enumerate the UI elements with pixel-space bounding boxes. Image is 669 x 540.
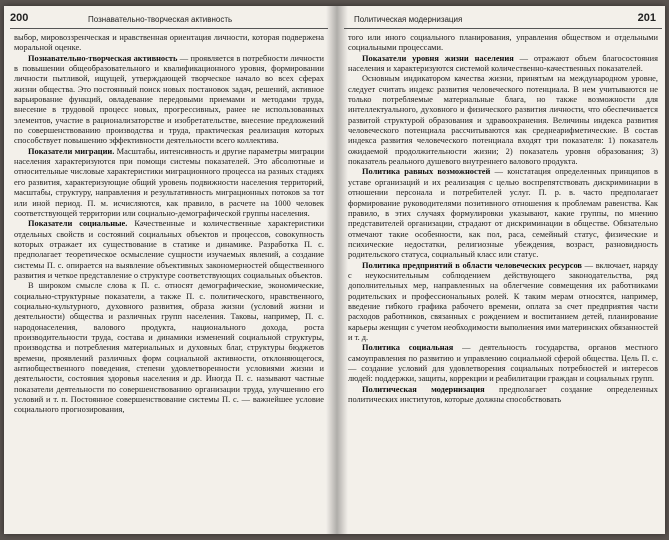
left-page — [10, 6, 328, 534]
left-page-body — [10, 29, 328, 416]
right-page — [344, 6, 662, 534]
right-page-body — [344, 29, 662, 405]
entry-term: Политика социальная — [362, 343, 454, 353]
paragraph-text: — деятельность государства, органов местного самоуправления по развитию и управлению социальной сферой общества. Цель П. с. — создание условий для удовлетворения социальных потребностей и интересов людей: поддержки, защиты, коррекции и реабилитации граждан и социальных групп. — [348, 343, 658, 384]
paragraph — [14, 281, 324, 415]
paragraph-text: — проявляется в потребности личности в повышении общеобразовательного и квалификационного уровня, формировании личности пытливой, ищущей, утверждающей творческое начало во всех сферах жизни общества. Это постоянный поиск новых постановок задач, решений, активное варьирование функций, овладевание передовыми приемами и методами труда, внесение в трудовой процесс новых, прогрессивных, ранее не использованных элементов, участие в рационализаторстве и изобретательстве, внесение предложений по совершенствованию производства и труда, практическая реализация которых способствует повышению эффективности деятельности всего коллектива. — [14, 53, 324, 146]
paragraph — [14, 33, 324, 54]
entry-term: Познавательно-творческая активность — [28, 53, 178, 63]
paragraph-text: Масштабы, интенсивность и другие параметры миграции населения характеризуются при помощи системы показателей. Это абсолютные и относительные числовые характеристики миграционного процесса на разных стадиях его развития, характеризующие общий уровень подвижности населения территорий, масштабы, структуру, направления и результативность миграционных потоков за тот или иной период. П. м. исчисляются, как правило, в расчете на 1000 человек соответствующей территории или социально-демографической группы населения. — [14, 146, 325, 218]
paragraph-text: Качественные и количественные характеристики отдельных свойств и состояний социальных объектов и процессов, совокупность которых отражает их существование в статике и динамике. Разработка П. с. предполагает теоретическое осмысление сущности изучаемых явлений, а создание системы П. с. опирается на выявление объективных закономерностей общественного развития и четкое представление о структуре соответствующих социальных объектов. — [14, 219, 324, 280]
paragraph-text: — отражают объем благосостояния населения и характеризуются системой количественно-качественных показателей. — [348, 53, 659, 74]
book-spread — [4, 6, 665, 534]
paragraph-text: — констатация определенных принципов в уставе организаций и их реализация с целью воспрепятствовать дискриминации в отношении персонала и потребителей услуг. П. р. в. часто предполагает формирование руководителями позитивного отношения к проблемам равенства. Как правило, в этих случаях формулировки указывают, какие группы, по мнению представителей организации, страдают от дискриминации в обществе. Обязательно отмечают такие особенности, как пол, раса, семейный статус, физические и психические недостатки, религиозные убеждения, возраст, разновидность родительского статуса, социальный класс или статус. — [348, 167, 658, 260]
entry-term: Показатели социальные. — [28, 219, 128, 229]
entry-term: Показатели миграции. — [28, 146, 115, 156]
entry-term: Политическая модернизация — [362, 384, 485, 394]
entry-term: Политика равных возможностей — [362, 167, 491, 177]
paragraph — [348, 33, 658, 54]
paragraph — [14, 147, 324, 219]
right-running-head: Политическая модернизация — [354, 15, 463, 24]
paragraph — [348, 261, 658, 344]
entry-term: Показатели уровня жизни населения — [362, 53, 514, 63]
right-page-header — [344, 6, 662, 29]
paragraph — [348, 54, 658, 75]
paragraph — [348, 385, 658, 406]
entry-term: Политика предприятий в области человеческих ресурсов — [362, 260, 582, 270]
left-page-header — [10, 6, 328, 29]
paragraph — [348, 167, 658, 260]
paragraph — [348, 343, 658, 384]
paragraph — [14, 54, 324, 147]
right-page-number: 201 — [637, 12, 656, 24]
left-page-number: 200 — [10, 12, 29, 24]
paragraph-text: — включает, наряду с неукоснительным соблюдением действующего законодательства, ряд дополнительных мер, направленных на облегчение совмещения их работниками родительских и профессиональных ролей. К таким мерам относятся, например, введение гибкого графика рабочего времени, оплата за счет предприятия части расходов работников, связанных с рождением и воспитанием детей, планирование карьеры женщин с учетом необходимости выполнения ими материнских обязанностей и т. д. — [348, 260, 658, 342]
paragraph-text: предполагает создание определенных политических институтов, которые должны способствовать — [348, 384, 658, 405]
paragraph-text: того или иного социального планирования, управления обществом и отдельными социальными процессами. — [348, 33, 658, 53]
paragraph-text: выбор, мировоззренческая и нравственная ориентация личности, которая подвержена моральной оценке. — [14, 33, 324, 53]
paragraph-text: Основным индикатором качества жизни, принятым на международном уровне, следует считать индекс развития человеческого потенциала. В нем учитываются не только потребляемые материальные блага, но также возможности для интеллектуального, духовного и физического развития личности, что обеспечивается развитой структурой образования и здравоохранения. Величины индекса развития человеческого потенциала рассчитываются как среднеарифметические. В состав индекса развития человеческого потенциала входят три показателя: 1) показатель ожидаемой продолжительности жизни; 2) показатель уровня образования; 3) показатель реального душевого внутреннего валового продукта. — [348, 74, 658, 167]
paragraph — [348, 74, 658, 167]
paragraph-text: В широком смысле слова к П. с. относят демографические, экономические, социально-структурные показатели, а также П. с. политического, нравственного, социально-культурного, духовного развития, образа жизни (условий жизни и деятельности) общества и различных групп населения. Таковы, например, П. с. народонаселения, валового продукта, национального дохода, роста производительности труда, состава и динамики изменений социальной структуры, производства и потребления материальных и духовных благ, структуры бюджетов времени, проявлений различных форм социальной активности, отклоняющегося, антиобщественного поведения, степени удовлетворенности условиями жизни и деятельности, состояния здоровья населения и др. Иногда П. с. называют частные показатели деятельности по совершенствованию организации труда, улучшению его условий и т. п. Постоянное совершенствование системы П. с. — важнейшее условие социального прогнозирования, — [14, 281, 324, 415]
left-running-head: Познавательно-творческая активность — [88, 15, 233, 24]
paragraph — [14, 219, 324, 281]
